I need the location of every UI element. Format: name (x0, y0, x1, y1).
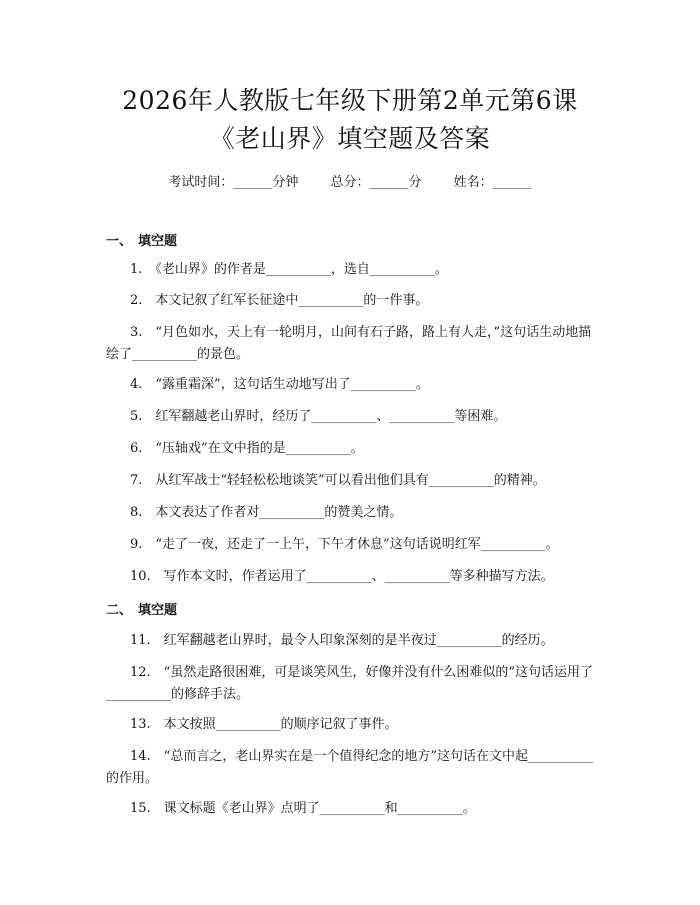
section-heading-1 (106, 230, 177, 249)
section-label: 填空题 (138, 234, 178, 249)
question-3: 3. “月色如水，天上有一轮明月，山间有石子路，路上有人走，”这句话生动地描绘了__________的景色。 (106, 325, 592, 362)
document-title-line-2: 《老山界》填空题及答案 (209, 124, 491, 153)
question-2: 2. 本文记叙了红军长征途中__________的一件事。 (130, 293, 429, 308)
question-15: 15. 课文标题《老山界》点明了__________和__________。 (130, 801, 476, 816)
question-10: 10. 写作本文时，作者运用了__________、__________等多种描写方法。 (130, 569, 554, 584)
section-heading-2 (106, 599, 177, 618)
question-6: 6. “压轴戏”在文中指的是__________。 (130, 441, 364, 456)
exam-time: 考试时间：______分钟 (168, 175, 299, 190)
question-14: 14. “总而言之，老山界实在是一个值得纪念的地方”这句话在文中起__________的作用。 (106, 749, 593, 786)
question-9: 9. “走了一夜，还走了一上午，下午才休息”这句话说明红军__________。 (130, 537, 559, 552)
student-name: 姓名：______ (453, 175, 532, 190)
question-4: 4. “露重霜深”，这句话生动地写出了__________。 (130, 377, 429, 392)
question-1: 1. 《老山界》的作者是__________，选自__________。 (130, 262, 448, 277)
section-number: 一、 (106, 234, 133, 249)
document-title-line-1: 2026年人教版七年级下册第2单元第6课 (122, 86, 578, 115)
question-8: 8. 本文表达了作者对__________的赞美之情。 (130, 505, 403, 520)
section-number: 二、 (106, 603, 133, 618)
question-7: 7. 从红军战士“轻轻松松地谈笑”可以看出他们具有__________的精神。 (130, 473, 546, 488)
exam-score: 总分：______分 (330, 175, 422, 190)
question-11: 11. 红军翻越老山界时，最令人印象深刻的是半夜过__________的经历。 (130, 633, 554, 648)
section-label: 填空题 (138, 603, 178, 618)
exam-info (0, 171, 700, 190)
question-5: 5. 红军翻越老山界时，经历了__________、__________等困难。 (130, 409, 507, 424)
question-13: 13. 本文按照__________的顺序记叙了事件。 (130, 717, 398, 732)
question-12: 12. “虽然走路很困难，可是谈笑风生，好像并没有什么困难似的”这句话运用了__________的修辞手法。 (106, 665, 593, 702)
